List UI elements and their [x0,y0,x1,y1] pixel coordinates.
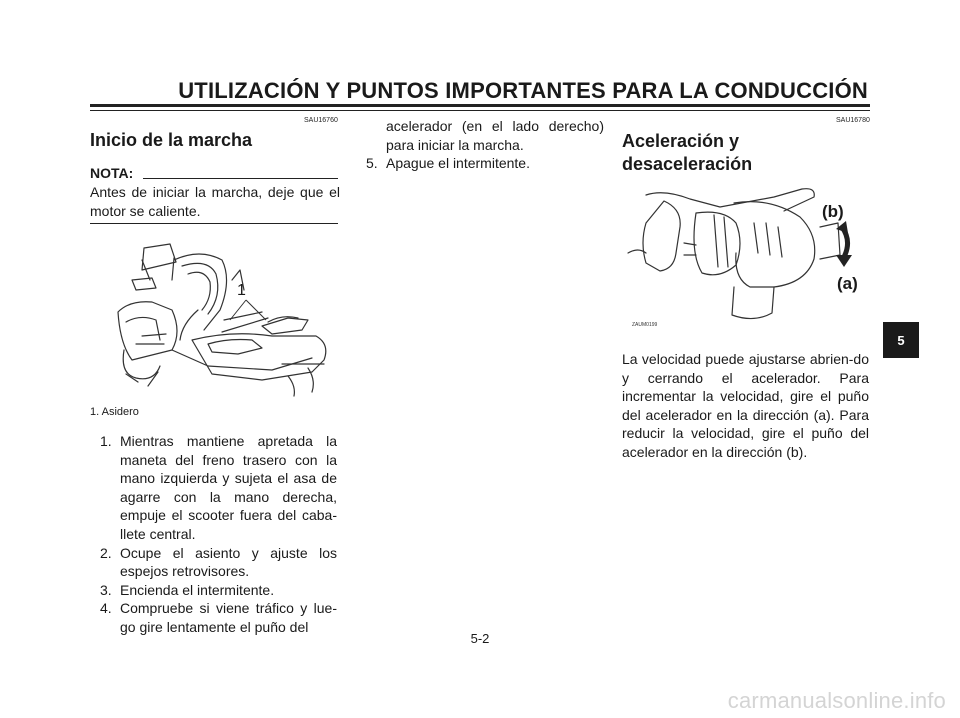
direction-label-a: (a) [837,274,858,293]
watermark: carmanualsonline.info [727,688,946,713]
chapter-tab-marker: 5 [883,322,919,358]
step5-number: 5. [366,155,378,171]
figure-caption: 1. Asidero [90,406,139,418]
list-item: 3. Encienda el intermitente. [100,581,275,598]
figure-callout: 1 [237,282,246,299]
section-heading-2: Aceleración y desaceleración [622,131,753,174]
step5-text: Apague el intermitente. [386,155,530,171]
title-rule-thin [90,110,870,111]
scooter-figure [112,240,337,398]
section-heading: Inicio de la marcha [90,130,253,150]
note-text: Antes de iniciar la marcha, deje que el motor se caliente. [90,184,340,219]
direction-label-b: (b) [822,202,844,221]
chapter-title: UTILIZACIÓN Y PUNTOS IMPORTANTES PARA LA CONDUCCIÓN [178,78,868,103]
list-item: 1. Mientras mantiene apretada la maneta del freno trasero con la mano izquierda y sujeta el asa de agarre con la mano derecha, empuje el scooter fuera del caba-llete central. [100,433,337,542]
title-rule [90,104,870,107]
note-label: NOTA: [90,165,134,181]
list-item: 4. Compruebe si viene tráfico y lue-go gire lentamente el puño del [100,600,337,635]
section-code-2: SAU16780 [836,117,870,124]
list-item: 2. Ocupe el asiento y ajuste los espejos retrovisores. [100,544,337,580]
step4-continuation: acelerador (en el lado derecho) para iniciar la marcha. [386,118,604,153]
page-number: 5-2 [470,631,490,646]
throttle-paragraph: La velocidad puede ajustarse abrien-do y cerrando el acelerador. Para incrementar la velocidad, gire el puño del acelerador en la dirección (a). Para reducir la velocidad, gire el puño del acelerador en la dirección (b). [622,351,869,460]
start-steps [100,432,337,637]
section-code: SAU16760 [304,117,338,124]
figure-code: ZAUM0199 [632,322,658,328]
note-rule-top [143,178,338,179]
note-rule-bottom [90,223,338,224]
